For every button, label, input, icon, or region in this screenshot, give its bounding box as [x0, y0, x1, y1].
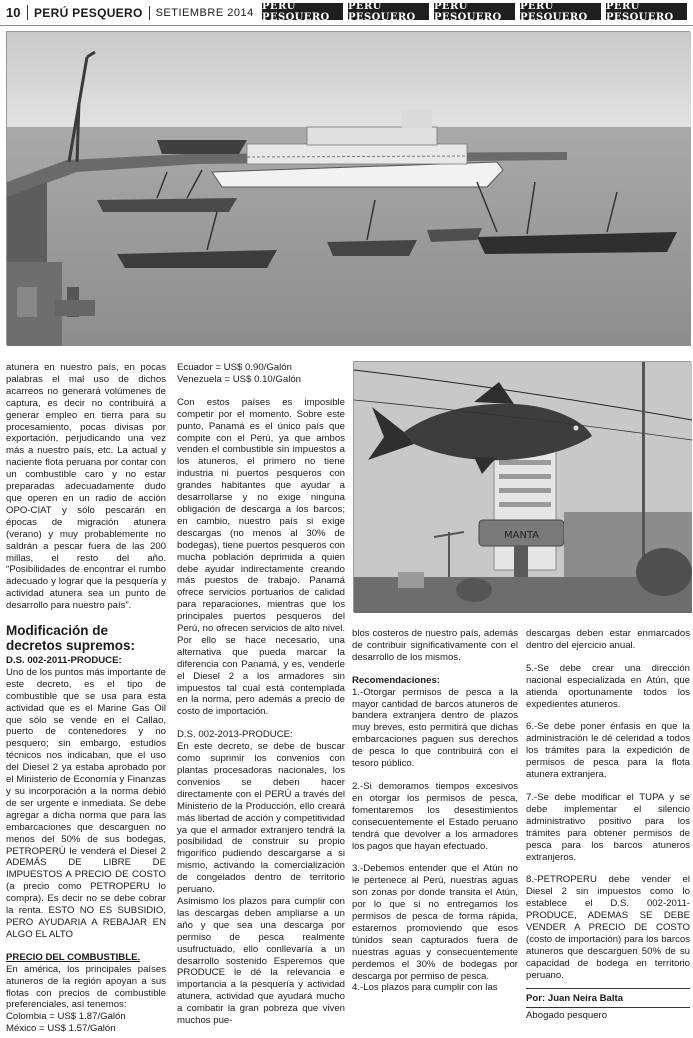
tuna-statue-photo [353, 361, 691, 612]
price-ecuador: Ecuador = US$ 0.90/Galón [177, 362, 292, 373]
paragraph: Asimismo los plazos para cumplir con las descargas deben ampliarse a un año y que sea una descarga por permiso de pesca realmente usufructuado, ello conllevaría a un desarrollo sostenido Esperemos que PRODUCE le dé la relevancia e importancia a la pesquería y actividad atunera, actividad que ayudará mucho a combatir la gran pobreza que viven muchos pue- [177, 895, 345, 1027]
article-column-4 [526, 628, 690, 1022]
price-mexico: México = US$ 1.57/Galón [6, 1023, 116, 1035]
decree-label: D.S. 002-2013-PRODUCE: [177, 729, 293, 741]
author-block [526, 988, 690, 1023]
recommendation-item: 1.-Otorgar permisos de pesca a la mayor cantidad de barcos atuneros de bandera extranjera dentro de plazos muy breves, esto permitirá que dichas embarcaciones paguen sus derechos de pesca lo que contribuirá con el tesoro público. [352, 686, 518, 770]
publication-name: PERÚ PESQUERO [28, 6, 150, 20]
publication-logo: PERÚ PESQUERO [262, 3, 343, 20]
author-name: Por: Juan Neira Balta [526, 993, 690, 1009]
paragraph: En américa, los principales países atuneros de la región apoyan a sus flotas con precios de combustible preferenciales, así tenemos: [6, 963, 166, 1011]
publication-logo: PERÚ PESQUERO [348, 3, 429, 20]
paragraph: Uno de los puntos más importante de este decreto, es el tipo de combustible que se usa para esta actividad que es el Marine Gas Oil que sólo se vende en el Callao, puerto de contenedores y no pesquero; sin embargo, estudios técnicos nos indicaban, que el uso del Diesel 2 ya estaba aprobado por el Ministerio de Economía y Finanzas y su incorporación a la norma debió de ser urgente e inmediata. Se debe agregar a dicha norma que para las embarcaciones que descarguen no menos del 50% de sus bodegas, PETROPERÚ le venderá el Diesel 2 ADEMÁS DE LIBRE DE IMPUESTOS A PRECIO DE COSTO (a precio como PETROPERU lo compra). Es decir no se debe cobrar la renta. ESTO NO ES SUBSIDIO, PERO AYUDARIA A REBAJAR EN ALGO EL ALTO [6, 666, 166, 940]
issue-date: SETIEMBRE 2014 [155, 6, 254, 19]
article-column-2 [177, 362, 345, 1038]
paragraph: atunera en nuestro país, en pocas palabras el mal uso de dichos acarreos no generará volúmenes de captura, es decir no contribuirá a generar empleo en tierra para su procesamiento, pocas divisas por exportación, perjudicando una vez más a nuestro país, etc. La actual y naciente flota peruana por contar con un combustible caro y no estar preparadas adecuadamente dudo que operen en un radio de acción OPO-CIAT y sólo pescarán en épocas de migración atunera (verano) y muy probablemente no saldrán a pescar fuera de las 200 millas, el resto del año. “Posibilidades de encontrar el rumbo adecuado y lograr que la pesquería y actividad atunera sea un punto de desarrollo para nuestro país”. [6, 362, 166, 612]
page-header [0, 0, 693, 26]
article-column-1 [6, 362, 166, 1035]
article-column-3 [352, 628, 518, 1005]
recommendation-item: 7.-Se debe modificar el TUPA y se debe implementar el silencio administrativo positivo para los trámites para obtener permisos de pesca para los barcos atuneros extranjeros. [526, 791, 690, 863]
page-number: 10 [0, 5, 28, 20]
harbor-photo [6, 31, 690, 345]
recommendation-item: 2.-Si demoramos tiempos excesivos en otorgar los permisos de pesca, fomentaremos los desestimientos consecuentemente el Estado peruano tendrá que devolver a los armadores los pagos que hayan efectuado. [352, 780, 518, 852]
recommendation-item: 6.-Se debe poner énfasis en que la administración le dé celeridad a todos los trámites para la expedición de permisos de pesca para la flota atunera extranjera. [526, 721, 690, 781]
recommendation-item: 3.-Debemos entender que el Atún no le pertenece al Perú, nuestras aguas son zonas por donde transita el Atún, por lo que si no entregamos los permisos de pesca de forma rápida, estaremos promoviendo que esos túnidos sean capturados fuera de nuestras aguas y consecuentemente perdemos el 30% de bodegas por descarga por permiso de pesca. [352, 863, 518, 982]
recommendation-item: 4.-Los plazos para cumplir con las [352, 982, 498, 994]
recommendations-heading: Recomendaciones: [352, 674, 440, 686]
logo-strip [262, 0, 687, 23]
decree-label: D.S. 002-2011-PRODUCE: [6, 655, 122, 667]
paragraph: descargas deben estar enmarcados dentro del ejercicio anual. [526, 628, 690, 651]
recommendation-item: 8.-PETROPERU debe vender el Diesel 2 sin impuestos como lo establece el D.S. 002-2011-PRODUCE, ADEMAS SE DEBE VENDER A PRECIO DE COSTO (costo de importación) para los barcos atuneros que descarguen 50% de su capacidad de bodega en territorio peruano. [526, 874, 690, 981]
publication-logo: PERÚ PESQUERO [520, 3, 601, 20]
section-heading: Modificación de decretos supremos: [6, 623, 136, 654]
price-colombia: Colombia = US$ 1.87/Galón [6, 1011, 126, 1023]
paragraph: En este decreto, se debe de buscar como suprimir los convenios con plantas procesadoras nacionales, los convenios se deben hacer directamente con el PERÚ a través del Ministerio de la Producción, ello creará más libertad de acción y competitividad ya que el armador extranjero tendrá la posibilidad de construir su propio frigorífico pudiendo descargarse a si mismo, activando la comercialización de congelados dentro de territorio peruano. [177, 741, 345, 896]
fuel-price-heading: PRECIO DEL COMBUSTIBLE. [6, 951, 141, 963]
paragraph: blos costeros de nuestro país, además de contribuir significativamente con el desarrollo de los mismos. [352, 628, 518, 663]
recommendation-item: 5.-Se debe crear una dirección nacional especializada en Atún, que atienda oportunamente todos los expedientes atuneros. [526, 662, 690, 710]
price-venezuela: Venezuela = US$ 0.10/Galón [177, 373, 302, 385]
paragraph: Con estos países es imposible competir por el momento. Sobre este punto, Panamá es el único país que compite con el Perú, ya que ambos venden el combustible sin impuestos a los atuneros, el primero no tiene industria ni puertos pesqueros con grandes habitantes que ayudar a desarrollarse y no exige ninguna obligación de descarga a los barcos; en cambio, nuestro país si exige descargas (no menos al 30% de bodegas), tiene puertos pesqueros con mucha población deprimida a quien debe ayudar indirectamente creando más puestos de trabajo. Panamá ofrece servicios portuarios de calidad para reparaciones, mientras que los principales puertos pesqueros del Perú, no ofrecen servicios de alto nivel. Por ello se hace necesario, una alternativa que pueda marcar la diferencia con Panamá, y es, venderle el Diesel 2 a los armadores sin impuestos tal cual está contemplada en la norma, pero además a precio de costo de importación. [177, 396, 345, 718]
manta-sign-text: MANTA [504, 530, 540, 541]
publication-logo: PERÚ PESQUERO [434, 3, 515, 20]
author-role: Abogado pesquero [526, 1010, 608, 1022]
publication-logo: PERÚ PESQUERO [606, 3, 687, 20]
